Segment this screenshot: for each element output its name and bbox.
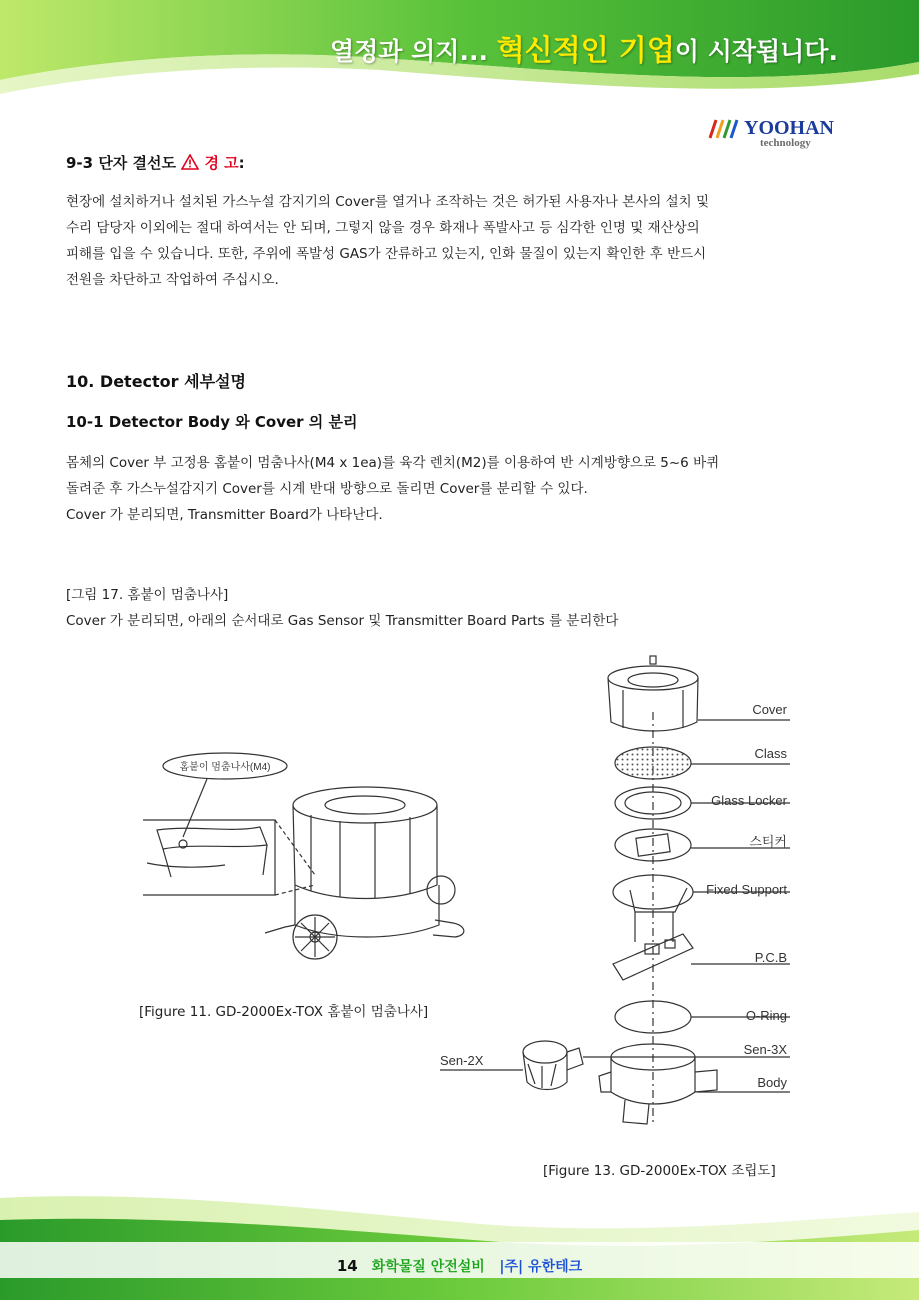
label-glass-locker: Glass Locker [711, 793, 787, 808]
warning-icon [181, 154, 199, 170]
slogan-pre: 열정과 의지... [330, 37, 497, 66]
company-logo [706, 112, 852, 150]
slogan-highlight: 혁신적인 기업 [496, 33, 675, 67]
figure-13-drawing [425, 652, 805, 1142]
label-o-ring: O-Ring [745, 1008, 787, 1023]
label-fixed-support: Fixed Support [706, 882, 787, 897]
label-pcb: P.C.B [754, 950, 787, 965]
paragraph-line: 현장에 설치하거나 설치된 가스누설 감지기의 Cover를 열거나 조작하는 것은 허가된 사용자나 본사의 설치 및 [66, 194, 710, 210]
header-slogan [330, 28, 890, 69]
warning-label: 경 고 [204, 154, 239, 172]
footer-banner [0, 1190, 919, 1300]
paragraph-line: 전원을 차단하고 작업하여 주십시오. [66, 272, 279, 288]
footer-company: |주| 유한테크 [499, 1259, 583, 1275]
paragraph-line: 피해를 입을 수 있습니다. 또한, 주위에 폭발성 GAS가 잔류하고 있는지, 인화 물질이 있는지 확인한 후 반드시 [66, 246, 707, 262]
warning-suffix: : [238, 154, 245, 172]
figure-ref-block [66, 582, 618, 634]
paragraph-line: Cover 가 분리되면, Transmitter Board가 나타난다. [66, 507, 383, 523]
label-class: Class [754, 746, 787, 761]
section-9-3-title [66, 152, 245, 173]
slogan-post: 이 시작됩니다. [674, 37, 838, 66]
figure-11-drawing [135, 745, 475, 975]
paragraph-line: 수리 담당자 이외에는 절대 하여서는 안 되며, 그렇지 않을 경우 화재나 폭발사고 등 심각한 인명 및 재산상의 [66, 220, 700, 236]
section-10-1-title: 10-1 Detector Body 와 Cover 의 분리 [66, 413, 358, 431]
figure-note: Cover 가 분리되면, 아래의 순서대로 Gas Sensor 및 Transmitter Board Parts 를 분리한다 [66, 613, 619, 629]
footer-category: 화학물질 안전설비 [371, 1259, 485, 1275]
label-sen2x: Sen-2X [440, 1053, 484, 1068]
logo-text: YOOHAN [744, 117, 834, 139]
figure-ref: [그림 17. 홈붙이 멈춤나사] [66, 587, 229, 603]
logo-sub: technology [760, 137, 811, 149]
figure-11-caption: [Figure 11. GD-2000Ex-TOX 홈붙이 멈춤나사] [139, 1004, 429, 1020]
label-body: Body [757, 1075, 787, 1090]
logo-stripes-icon [710, 120, 737, 138]
section-10-title: 10. Detector 세부설명 [66, 372, 246, 391]
figure-13-caption: [Figure 13. GD-2000Ex-TOX 조립도] [543, 1163, 776, 1179]
detector-paragraph [66, 450, 719, 528]
paragraph-line: 돌려준 후 가스누설감지기 Cover를 시계 반대 방향으로 돌리면 Cover를 분리할 수 있다. [66, 481, 588, 497]
page-number: 14 [336, 1257, 358, 1275]
label-sticker: 스티커 [749, 834, 787, 849]
callout-label: 홈붙이 멈춤나사(M4) [179, 762, 271, 773]
warning-paragraph [66, 189, 709, 293]
section-9-3-title-text: 9-3 단자 결선도 [66, 154, 182, 172]
label-sen3x: Sen-3X [743, 1042, 787, 1057]
footer [0, 1256, 919, 1276]
label-cover: Cover [752, 702, 787, 717]
detail-frame [143, 820, 275, 895]
paragraph-line: 몸체의 Cover 부 고정용 홈붙이 멈춤나사(M4 x 1ea)를 육각 렌치(M2)를 이용하여 반 시계방향으로 5~6 바퀴 [66, 455, 720, 471]
